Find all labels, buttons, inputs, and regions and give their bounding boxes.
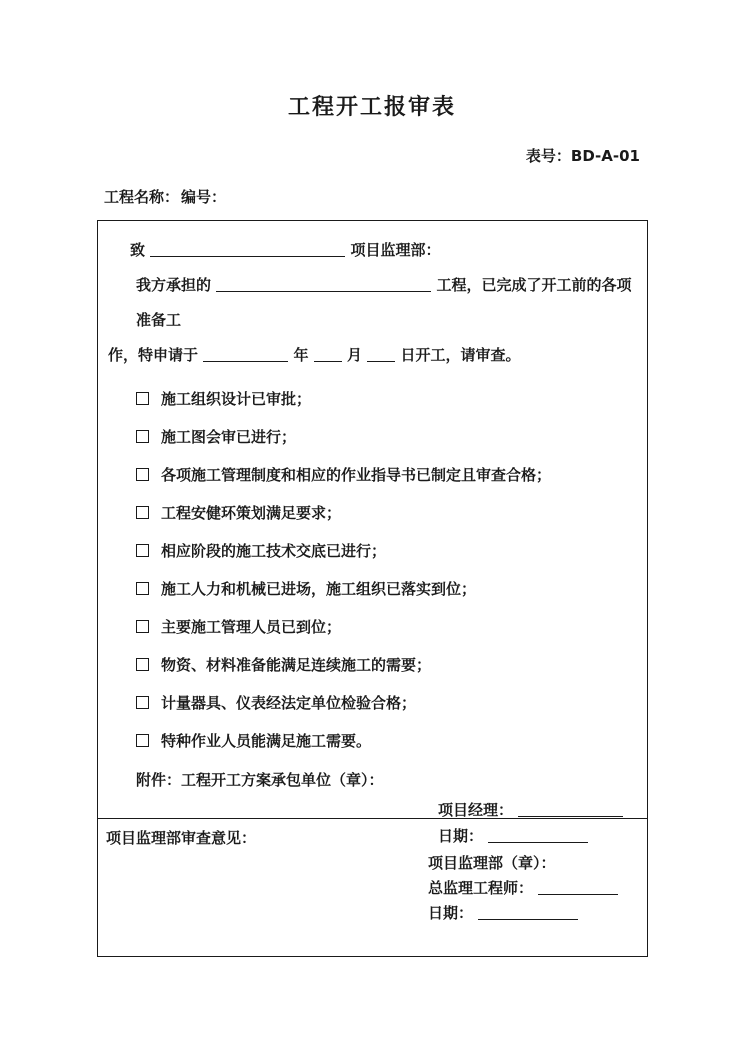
checkbox-icon[interactable] bbox=[136, 658, 149, 671]
checkbox-icon[interactable] bbox=[136, 392, 149, 405]
checklist-item bbox=[108, 417, 637, 455]
checklist-item bbox=[108, 493, 637, 531]
supervision-dept-seal-line: 项目监理部（章）： bbox=[428, 854, 556, 872]
project-code-label: 编号： bbox=[181, 188, 227, 206]
checklist-item-label: 施工人力和机械已进场，施工组织已落实到位； bbox=[161, 579, 477, 598]
para1-suffix-label: 工程，已完成了开工前的各项准备工 bbox=[136, 276, 632, 329]
checklist-item bbox=[108, 379, 637, 417]
supervision-dept-blank[interactable] bbox=[150, 242, 345, 257]
project-manager-line bbox=[438, 797, 637, 823]
date-label: 日期： bbox=[438, 827, 484, 845]
checkbox-icon[interactable] bbox=[136, 734, 149, 747]
year-label: 年 bbox=[293, 346, 309, 364]
para2-prefix-label: 作，特申请于 bbox=[108, 346, 199, 364]
checklist-item-label: 各项施工管理制度和相应的作业指导书已制定且审查合格； bbox=[161, 465, 552, 484]
chief-engineer-blank[interactable] bbox=[538, 880, 618, 895]
date-blank[interactable] bbox=[488, 828, 588, 843]
form-box bbox=[97, 220, 648, 957]
project-manager-blank[interactable] bbox=[518, 802, 623, 817]
page-title: 工程开工报审表 bbox=[287, 95, 456, 120]
to-prefix-label: 致 bbox=[130, 241, 146, 259]
checkbox-icon[interactable] bbox=[136, 620, 149, 633]
checklist-item bbox=[108, 683, 637, 721]
chief-engineer-line bbox=[428, 876, 637, 901]
project-manager-label: 项目经理： bbox=[438, 801, 514, 819]
start-month-blank[interactable] bbox=[314, 347, 342, 362]
checklist-item-label: 物资、材料准备能满足连续施工的需要； bbox=[161, 655, 432, 674]
checklist-item-label: 施工图会审已进行； bbox=[161, 427, 297, 446]
to-suffix-label: 项目监理部： bbox=[350, 241, 441, 259]
chief-engineer-label: 总监理工程师： bbox=[428, 879, 534, 897]
checklist-item-label: 特种作业人员能满足施工需要。 bbox=[161, 731, 372, 750]
para2-tail-label: 日开工，请审查。 bbox=[400, 346, 521, 364]
review-date-line bbox=[428, 901, 637, 926]
checklist-item-label: 相应阶段的施工技术交底已进行； bbox=[161, 541, 387, 560]
body-paragraph-line2 bbox=[108, 338, 637, 373]
project-header-line bbox=[104, 186, 744, 207]
checklist-item-label: 工程安健环策划满足要求； bbox=[161, 503, 342, 522]
checklist-item-label: 施工组织设计已审批； bbox=[161, 389, 312, 408]
start-day-blank[interactable] bbox=[367, 347, 395, 362]
review-date-blank[interactable] bbox=[478, 905, 578, 920]
attachment-label: 附件：工程开工方案承包单位（章）： bbox=[136, 771, 384, 789]
para1-prefix-label: 我方承担的 bbox=[136, 276, 212, 294]
checkbox-icon[interactable] bbox=[136, 468, 149, 481]
to-line bbox=[108, 233, 637, 268]
month-label: 月 bbox=[346, 346, 362, 364]
review-date-label: 日期： bbox=[428, 904, 474, 922]
checklist-item bbox=[108, 645, 637, 683]
checklist-item bbox=[108, 569, 637, 607]
project-name-blank[interactable] bbox=[216, 277, 431, 292]
checkbox-icon[interactable] bbox=[136, 544, 149, 557]
body-paragraph-line1 bbox=[108, 268, 637, 338]
checkbox-icon[interactable] bbox=[136, 506, 149, 519]
checklist-item-label: 主要施工管理人员已到位； bbox=[161, 617, 342, 636]
checklist-item bbox=[108, 531, 637, 569]
checkbox-icon[interactable] bbox=[136, 696, 149, 709]
checkbox-icon[interactable] bbox=[136, 430, 149, 443]
project-name-label: 工程名称： bbox=[104, 188, 180, 206]
checklist-item-label: 计量器具、仪表经法定单位检验合格； bbox=[161, 693, 417, 712]
checklist-item bbox=[108, 721, 637, 759]
supervision-signature-block bbox=[428, 851, 637, 926]
review-opinion-label: 项目监理部审查意见： bbox=[106, 829, 257, 847]
form-number: 表号：BD-A-01 bbox=[525, 147, 640, 165]
start-year-blank[interactable] bbox=[203, 347, 288, 362]
checklist-item bbox=[108, 607, 637, 645]
checklist-item bbox=[108, 455, 637, 493]
checkbox-icon[interactable] bbox=[136, 582, 149, 595]
